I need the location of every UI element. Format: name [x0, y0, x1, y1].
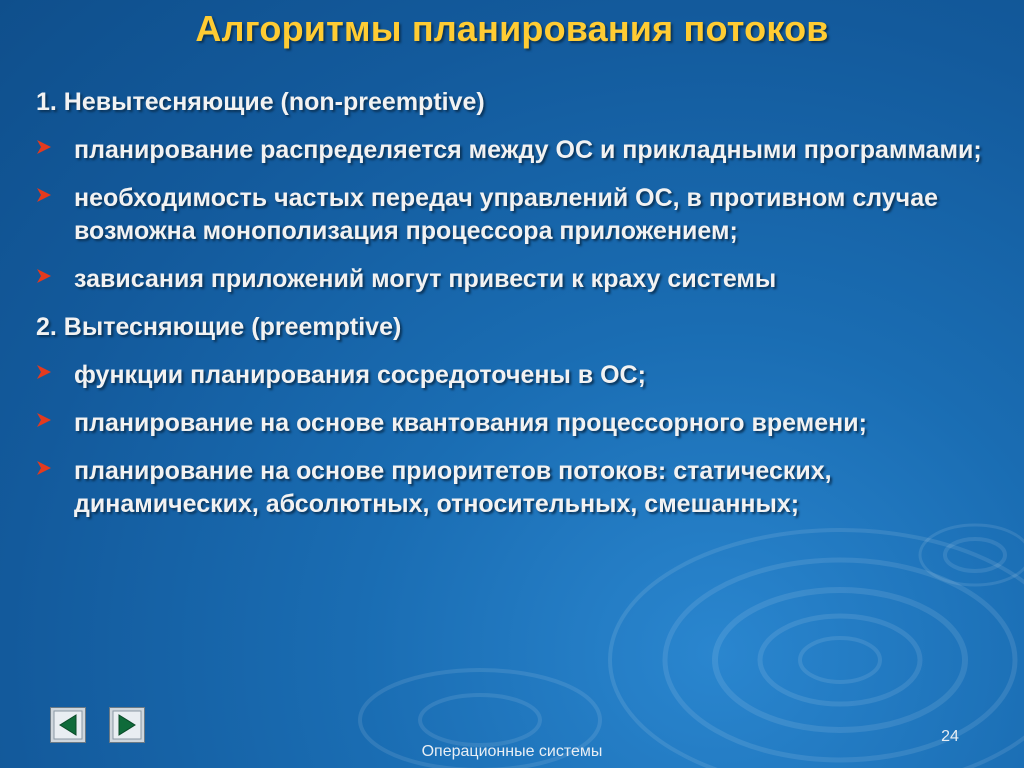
list-item-text: зависания приложений могут привести к краху системы — [74, 265, 777, 293]
next-slide-button[interactable] — [109, 707, 145, 743]
list-item-text: планирование распределяется между ОС и прикладными программами; — [74, 136, 982, 164]
arrow-bullet-icon — [36, 182, 74, 203]
arrow-bullet-icon — [36, 407, 74, 428]
list-item — [36, 455, 996, 521]
page-number: 24 — [941, 728, 959, 745]
list-item — [36, 134, 996, 167]
list-item — [36, 182, 996, 248]
section-heading-non-preemptive: 1. Невытесняющие (non-preemptive) — [36, 88, 485, 116]
list-item — [36, 359, 996, 392]
arrow-bullet-icon — [36, 359, 74, 380]
triangle-left-icon — [51, 708, 85, 742]
slide-title: Алгоритмы планирования потоков — [195, 8, 829, 49]
footer-text: Операционные системы — [421, 743, 603, 760]
prev-slide-button[interactable] — [50, 707, 86, 743]
section-heading-preemptive: 2. Вытесняющие (preemptive) — [36, 313, 402, 341]
list-item-text: функции планирования сосредоточены в ОС; — [74, 361, 646, 389]
list-item — [36, 407, 996, 440]
list-item — [36, 263, 996, 296]
list-item-text: необходимость частых передач управлений ОС, в противном случае возможна монополизация процессора приложением; — [74, 184, 939, 245]
list-item-text: планирование на основе приоритетов потоков: статических, динамических, абсолютных, относительных, смешанных; — [74, 457, 832, 518]
triangle-right-icon — [110, 708, 144, 742]
arrow-bullet-icon — [36, 134, 74, 155]
slide-content — [36, 86, 996, 536]
arrow-bullet-icon — [36, 455, 74, 476]
list-item-text: планирование на основе квантования процессорного времени; — [74, 409, 867, 437]
arrow-bullet-icon — [36, 263, 74, 284]
